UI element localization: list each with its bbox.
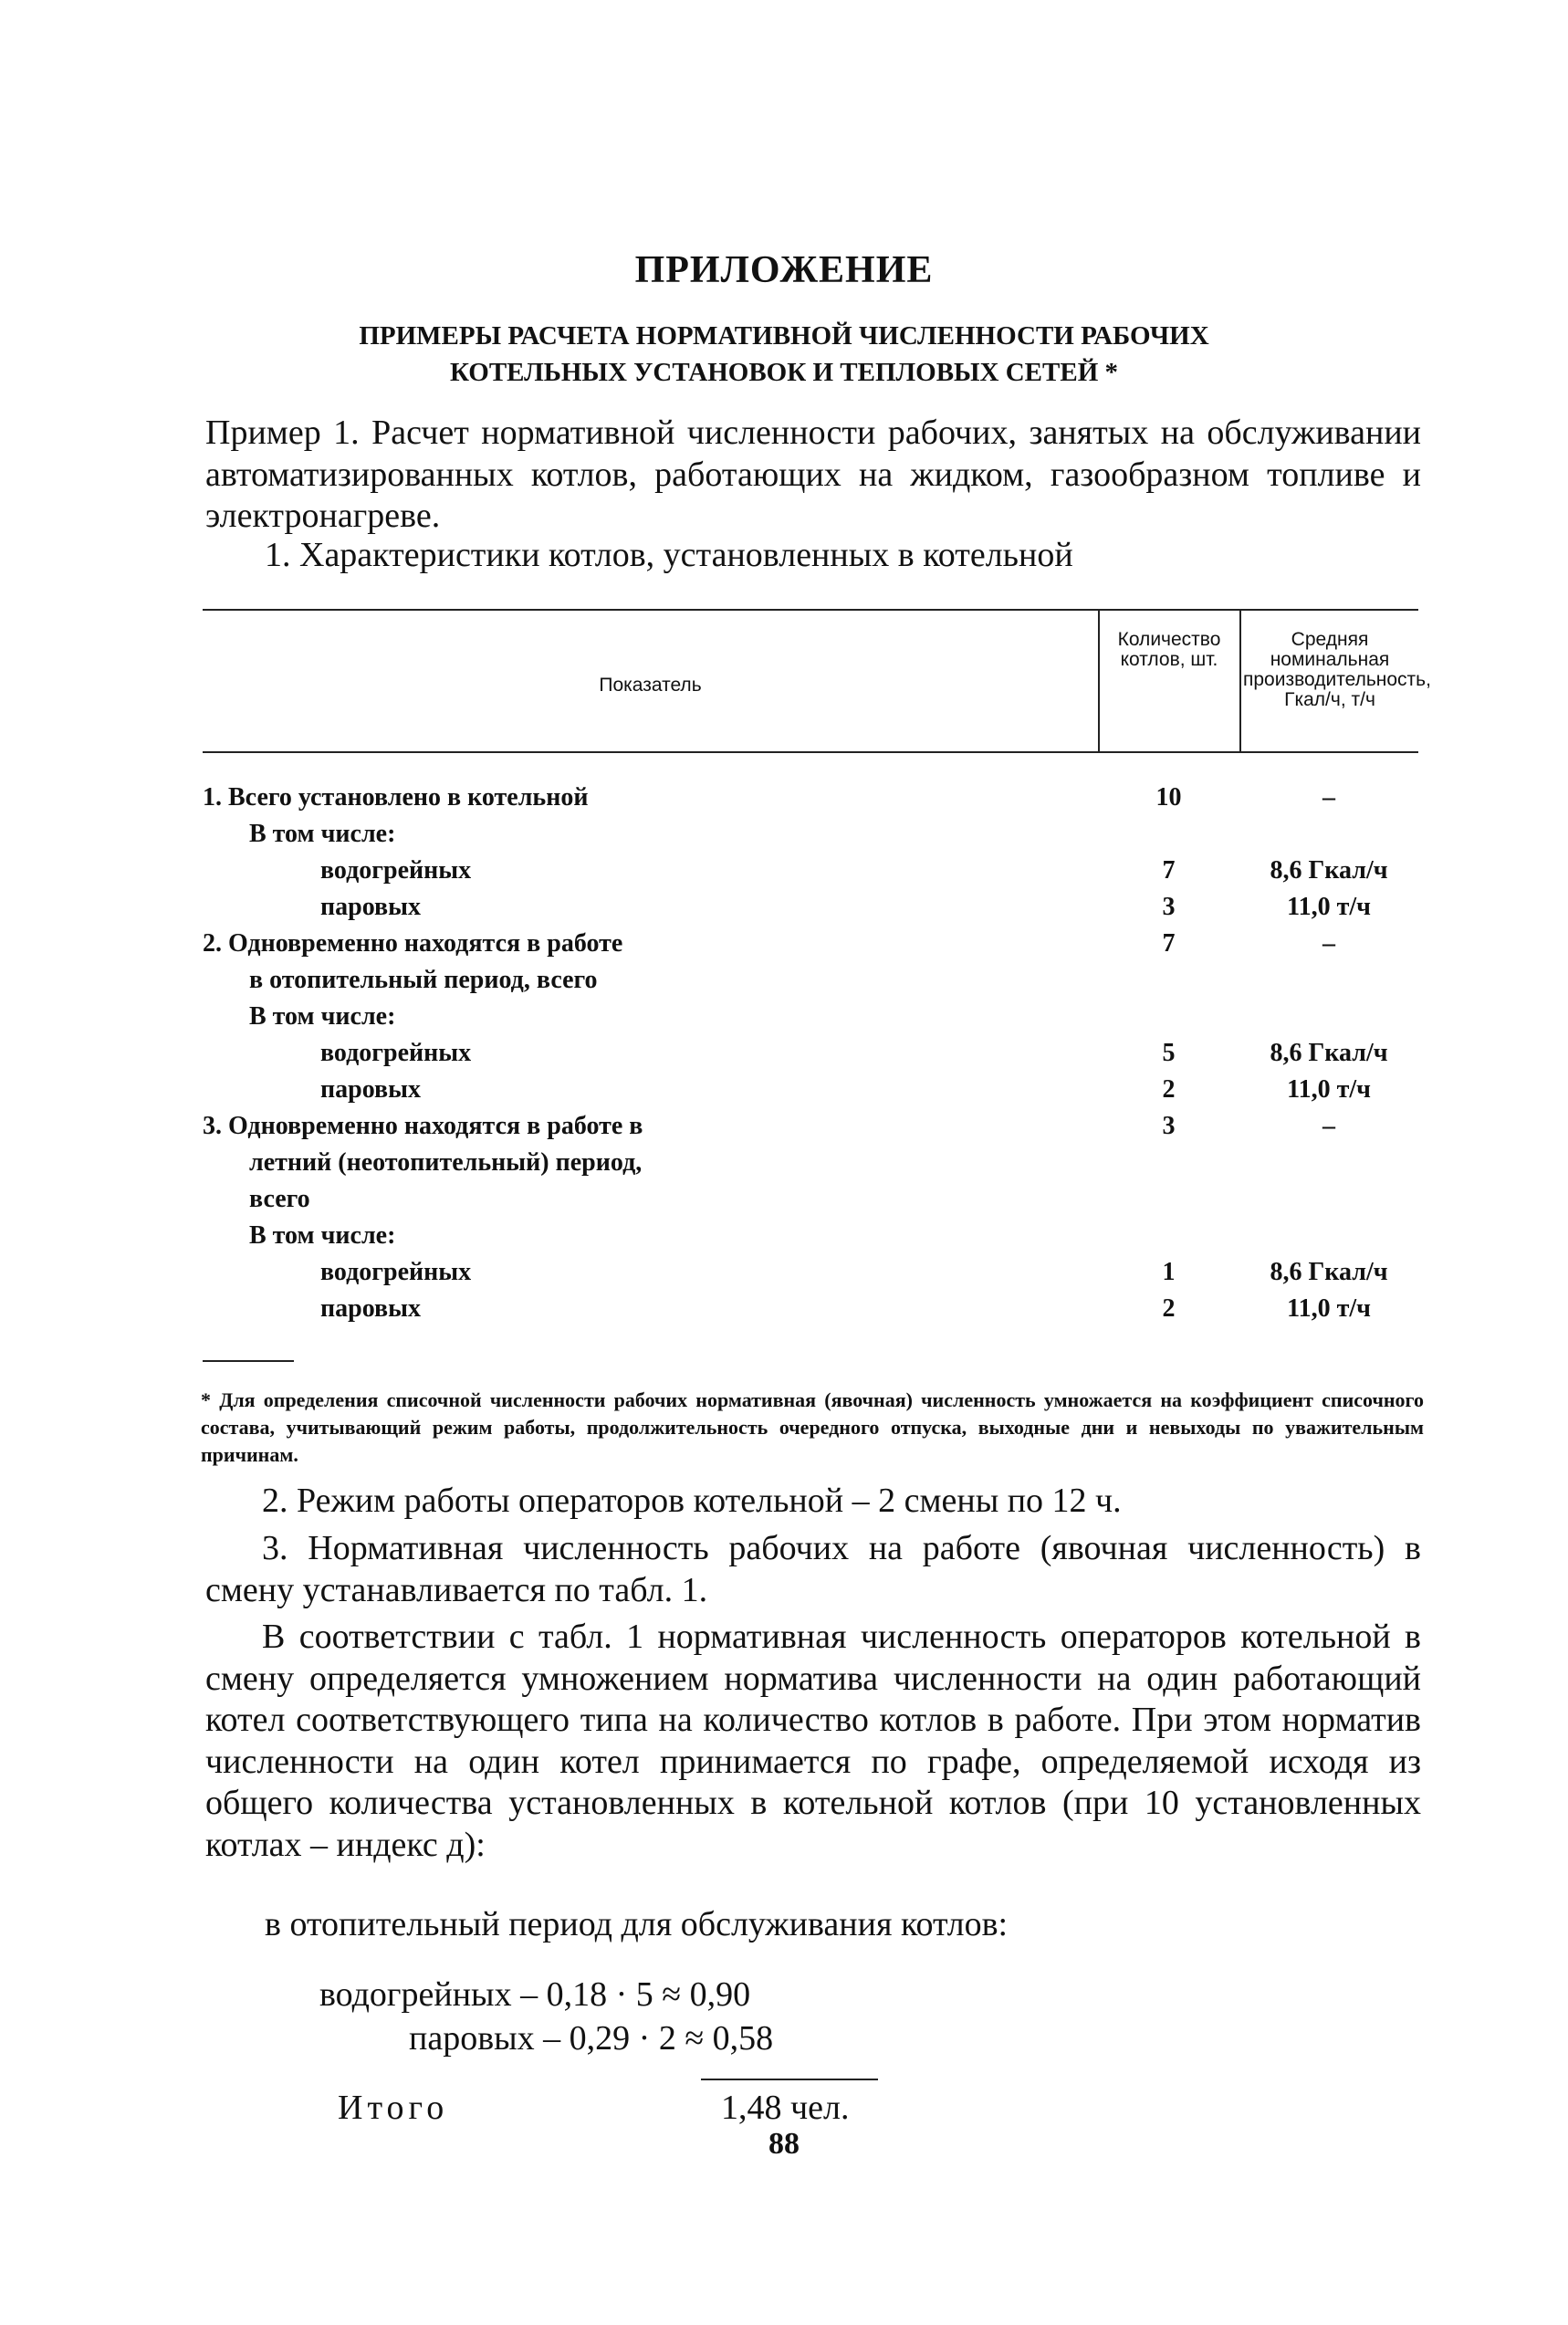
table-row-label: паровых (320, 1294, 421, 1323)
table-row-label: водогрейных (320, 1039, 472, 1067)
table-row-capacity: 8,6 Гкал/ч (1270, 1258, 1388, 1286)
calc-steam: паровых – 0,29 · 2 ≈ 0,58 (409, 2019, 774, 2058)
table-row-label: В том числе: (249, 1221, 396, 1250)
table-row-label: водогрейных (320, 1258, 472, 1286)
table-row-capacity: – (1322, 929, 1335, 958)
table-row-capacity: 11,0 т/ч (1287, 1294, 1371, 1323)
table-row-label: паровых (320, 1075, 421, 1104)
table-row-capacity: 11,0 т/ч (1287, 893, 1371, 921)
table-row-label: всего (249, 1185, 310, 1213)
paragraph-work-mode: 2. Режим работы операторов котельной – 2 смены по 12 ч. (262, 1482, 1122, 1520)
table-row-capacity: 8,6 Гкал/ч (1270, 856, 1388, 885)
example-intro: Пример 1. Расчет нормативной численности рабочих, занятых на обслуживании автоматизированных котлов, работающих на жидком, газообразном топливе и электронагреве. (205, 414, 1421, 535)
table-row-label: водогрейных (320, 856, 472, 885)
total-label: Итого (338, 2089, 449, 2127)
table-row-count: 3 (1162, 1112, 1176, 1140)
calc-hot-water: водогрейных – 0,18 · 5 ≈ 0,90 (319, 1975, 751, 2014)
table-row-count: 2 (1162, 1075, 1176, 1104)
table-row-capacity: – (1322, 783, 1335, 812)
section1-heading: 1. Характеристики котлов, установленных в котельной (265, 536, 1073, 574)
header-count: Количество котлов, шт. (1117, 629, 1221, 670)
paragraph-calculation-method: В соответствии с табл. 1 нормативная численность операторов котельной в смену определяется умножением норматива численности на один работающий котел соответствующего типа на количество котлов в работе. При этом норматив численности на один котел принимается по графе, определяемой исходя из общего количества установленных в котельной котлов (при 10 установленных котлах – индекс д): (205, 1618, 1421, 1864)
table-row-count: 3 (1162, 893, 1176, 921)
table-row-label: В том числе: (249, 1002, 396, 1031)
footnote-divider (203, 1360, 294, 1362)
subtitle-line-1: ПРИМЕРЫ РАСЧЕТА НОРМАТИВНОЙ ЧИСЛЕННОСТИ РАБОЧИХ (359, 321, 1209, 351)
table-row-count: 2 (1162, 1294, 1176, 1323)
table-row-label: в отопительный период, всего (249, 966, 598, 994)
table-row-label: 1. Всего установлено в котельной (203, 783, 589, 812)
table-row-capacity: – (1322, 1112, 1335, 1140)
header-capacity: Средняя номинальная производительность, Гкал/ч, т/ч (1243, 629, 1431, 710)
appendix-subtitle (0, 318, 1568, 391)
table-row-label: паровых (320, 893, 421, 921)
appendix-title: ПРИЛОЖЕНИЕ (634, 249, 934, 291)
subtitle-line-2: КОТЕЛЬНЫХ УСТАНОВОК И ТЕПЛОВЫХ СЕТЕЙ * (449, 358, 1119, 387)
paragraph-normative-staff: 3. Нормативная численность рабочих на работе (явочная численность) в смену устанавливается по табл. 1. (205, 1529, 1421, 1609)
heating-period-label: в отопительный период для обслуживания котлов: (265, 1905, 1009, 1943)
footnote: * Для определения списочной численности рабочих нормативная (явочная) численность умножается на коэффициент списочного состава, учитывающий режим работы, продолжительность очередного отпуска, выходные дни и невыходы по уважительным причинам. (201, 1388, 1424, 1466)
table-row-count: 1 (1162, 1258, 1176, 1286)
table-row-label: 3. Одновременно находятся в работе в (203, 1112, 643, 1140)
table-row-count: 10 (1155, 783, 1182, 812)
header-indicator: Показатель (599, 675, 702, 696)
table-row-label: летний (неотопительный) период, (249, 1148, 643, 1177)
table-row-count: 5 (1162, 1039, 1176, 1067)
sum-divider (701, 2079, 878, 2080)
table-row-label: 2. Одновременно находятся в работе (203, 929, 623, 958)
table-row-count: 7 (1162, 856, 1176, 885)
table-row-label: В том числе: (249, 820, 396, 848)
table-row-capacity: 11,0 т/ч (1287, 1075, 1371, 1104)
table-row-count: 7 (1162, 929, 1176, 958)
page-number: 88 (768, 2127, 800, 2161)
table-row-capacity: 8,6 Гкал/ч (1270, 1039, 1388, 1067)
total-value: 1,48 чел. (721, 2089, 850, 2127)
